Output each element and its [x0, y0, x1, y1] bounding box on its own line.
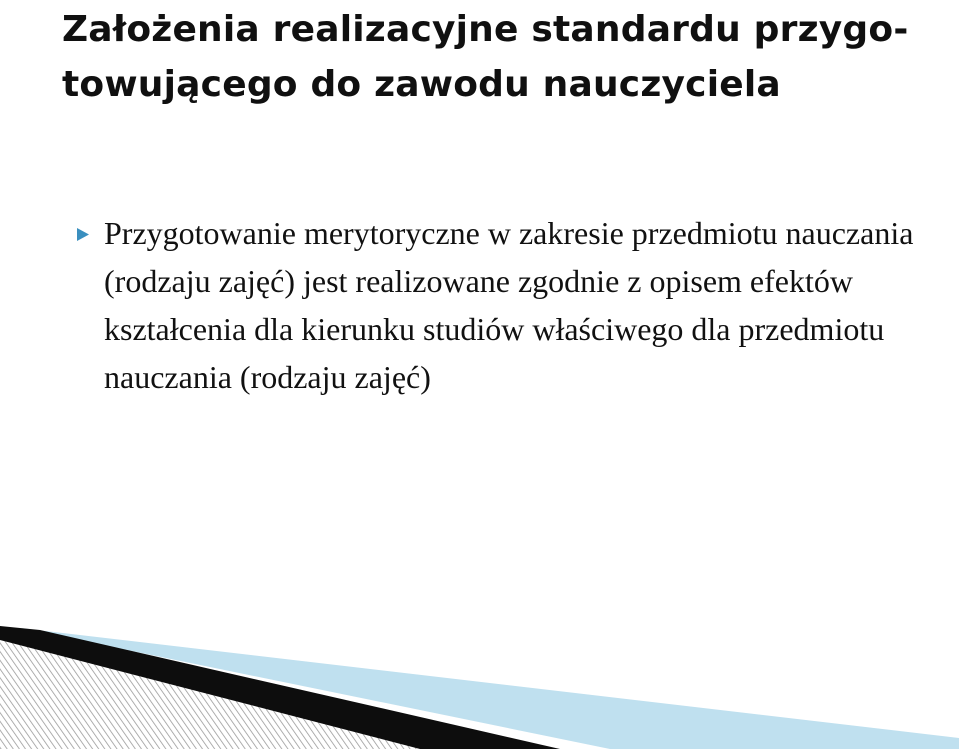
bullet-text: Przygotowanie merytoryczne w zakresie przedmiotu nauczania (rodzaju zajęć) jest realizowane zgodnie z opisem efektów kształcenia dla kierunku studiów właściwego dla przedmiotu nauczania (rodzaju zajęć) — [104, 215, 914, 395]
slide-title: Założenia realizacyjne standardu przygo-towującego do zawodu nauczyciela — [62, 9, 909, 105]
bullet-list — [70, 209, 959, 401]
bullet-item — [70, 209, 959, 401]
decorative-stripes — [0, 600, 959, 749]
triangle-bullet-icon — [70, 209, 104, 257]
